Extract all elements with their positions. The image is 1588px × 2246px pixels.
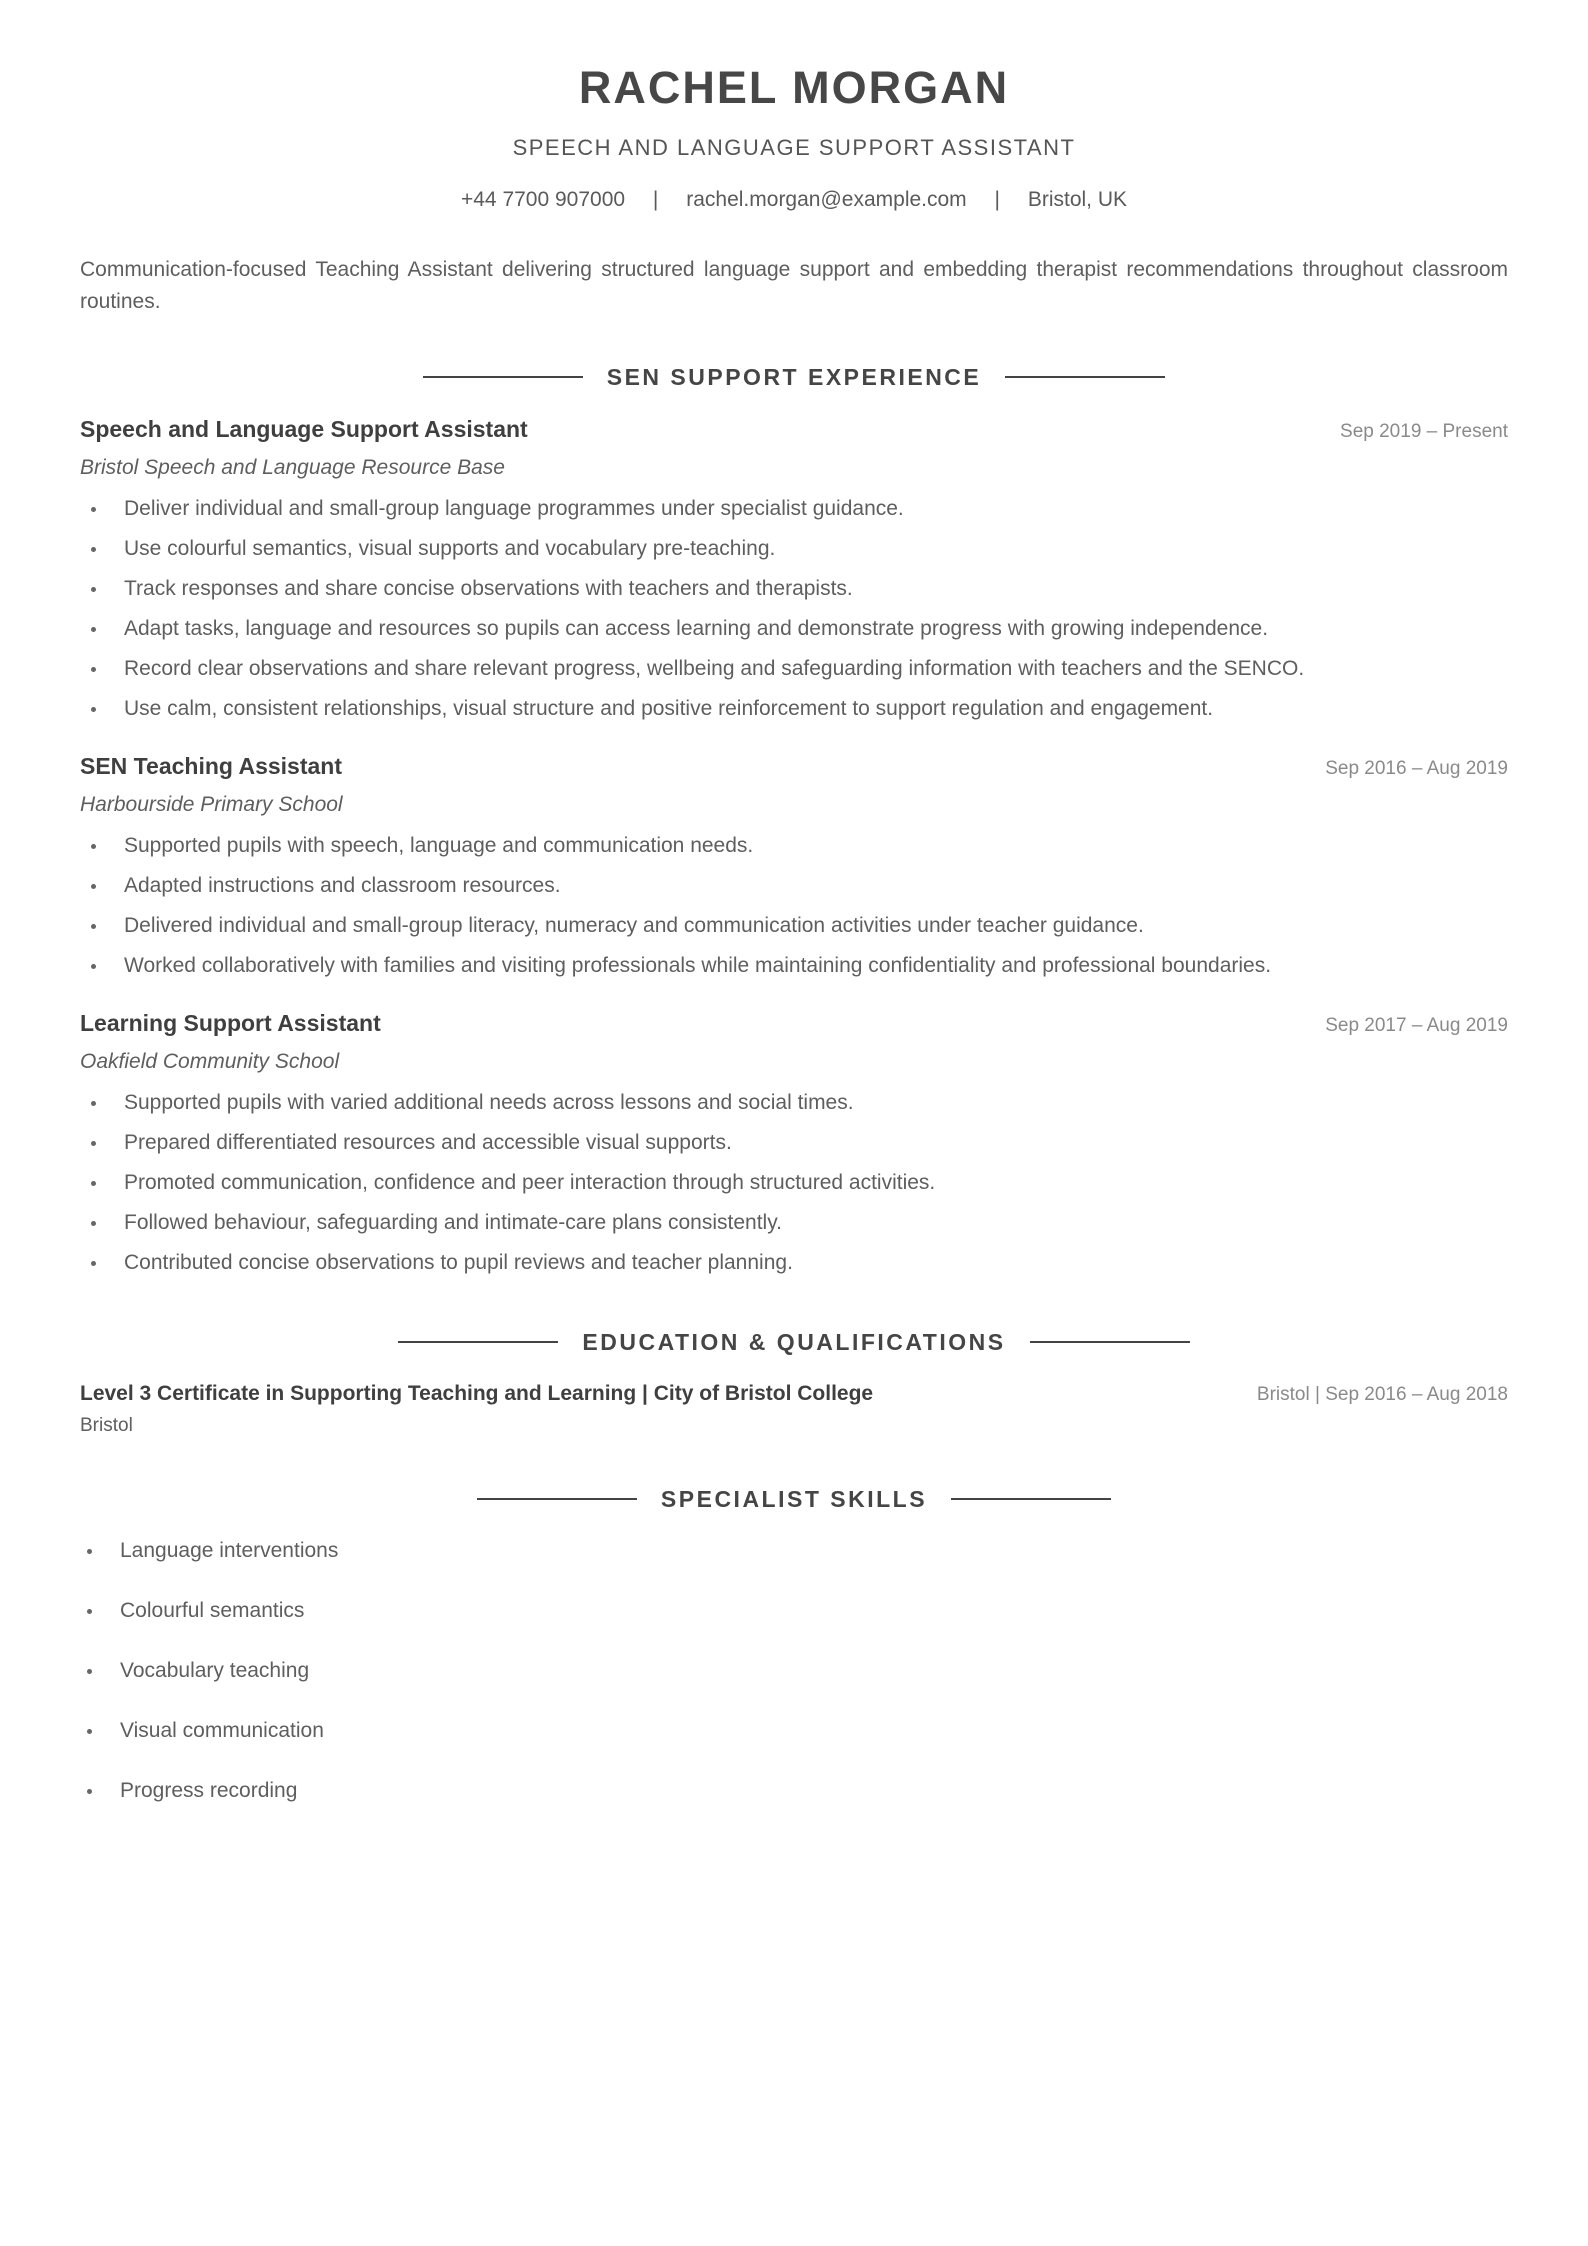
skill-item: Language interventions [120, 1536, 1508, 1566]
heading-rule-right [1030, 1341, 1190, 1343]
list-item: Record clear observations and share relevant progress, wellbeing and safeguarding information with teachers and the SENCO. [124, 649, 1508, 689]
heading-rule-left [398, 1341, 558, 1343]
job-organization: Harbourside Primary School [80, 793, 343, 816]
skill-item: Progress recording [120, 1776, 1508, 1806]
section-heading-education [80, 1327, 1508, 1357]
skills-list [80, 1536, 1508, 1806]
job-organization: Bristol Speech and Language Resource Base [80, 456, 505, 479]
email-address: rachel.morgan@example.com [686, 188, 967, 211]
list-item: Adapt tasks, language and resources so pupils can access learning and demonstrate progress with growing independence. [124, 609, 1508, 649]
professional-summary: Communication-focused Teaching Assistant delivering structured language support and embedding therapist recommendations throughout classroom routines. [80, 258, 1508, 313]
qualification-location: Bristol [80, 1415, 133, 1436]
heading-rule-right [951, 1498, 1111, 1500]
education-entry [80, 1379, 1508, 1440]
list-item: Delivered individual and small-group literacy, numeracy and communication activities under teacher guidance. [124, 906, 1508, 946]
job-header [80, 751, 1508, 784]
job-bullets [80, 489, 1508, 729]
job-dates: Sep 2016 – Aug 2019 [1325, 758, 1508, 779]
list-item: Prepared differentiated resources and accessible visual supports. [124, 1123, 1508, 1163]
list-item: Use calm, consistent relationships, visual structure and positive reinforcement to support regulation and engagement. [124, 689, 1508, 729]
list-item: Supported pupils with varied additional needs across lessons and social times. [124, 1083, 1508, 1123]
job-dates: Sep 2017 – Aug 2019 [1325, 1015, 1508, 1036]
education-header [80, 1379, 1508, 1410]
skill-item: Vocabulary teaching [120, 1656, 1508, 1686]
job-entry [80, 751, 1508, 986]
job-entry [80, 414, 1508, 729]
job-header [80, 1008, 1508, 1041]
list-item: Adapted instructions and classroom resources. [124, 866, 1508, 906]
job-header [80, 414, 1508, 447]
job-dates: Sep 2019 – Present [1340, 421, 1508, 442]
section-heading-skills [80, 1484, 1508, 1514]
section-title: SPECIALIST SKILLS [660, 1486, 928, 1512]
job-title: Learning Support Assistant [80, 1010, 381, 1036]
section-heading-experience [80, 362, 1508, 392]
qualification-title: Level 3 Certificate in Supporting Teaching and Learning | City of Bristol College [80, 1382, 874, 1405]
section-title: SEN SUPPORT EXPERIENCE [606, 364, 982, 390]
list-item: Followed behaviour, safeguarding and intimate-care plans consistently. [124, 1203, 1508, 1243]
heading-rule-left [477, 1498, 637, 1500]
job-title: Speech and Language Support Assistant [80, 416, 528, 442]
job-bullets [80, 826, 1508, 986]
list-item: Worked collaboratively with families and visiting professionals while maintaining confidentiality and professional boundaries. [124, 946, 1508, 986]
candidate-name: RACHEL MORGAN [578, 62, 1010, 113]
candidate-headline: SPEECH AND LANGUAGE SUPPORT ASSISTANT [512, 135, 1076, 160]
list-item: Use colourful semantics, visual supports and vocabulary pre-teaching. [124, 529, 1508, 569]
job-entry [80, 1008, 1508, 1283]
location: Bristol, UK [1027, 188, 1128, 211]
phone-number: +44 7700 907000 [460, 188, 626, 211]
section-title: EDUCATION & QUALIFICATIONS [582, 1329, 1006, 1355]
skill-item: Visual communication [120, 1716, 1508, 1746]
contact-line [80, 186, 1508, 214]
heading-rule-right [1005, 376, 1165, 378]
job-title: SEN Teaching Assistant [80, 753, 343, 779]
contact-separator: | [994, 188, 1000, 211]
list-item: Deliver individual and small-group language programmes under specialist guidance. [124, 489, 1508, 529]
list-item: Promoted communication, confidence and peer interaction through structured activities. [124, 1163, 1508, 1203]
list-item: Contributed concise observations to pupil reviews and teacher planning. [124, 1243, 1508, 1283]
qualification-meta: Bristol | Sep 2016 – Aug 2018 [1256, 1384, 1508, 1405]
contact-separator: | [652, 188, 659, 211]
heading-rule-left [423, 376, 583, 378]
skill-item: Colourful semantics [120, 1596, 1508, 1626]
job-bullets [80, 1083, 1508, 1283]
list-item: Supported pupils with speech, language and communication needs. [124, 826, 1508, 866]
list-item: Track responses and share concise observations with teachers and therapists. [124, 569, 1508, 609]
job-organization: Oakfield Community School [80, 1050, 340, 1073]
